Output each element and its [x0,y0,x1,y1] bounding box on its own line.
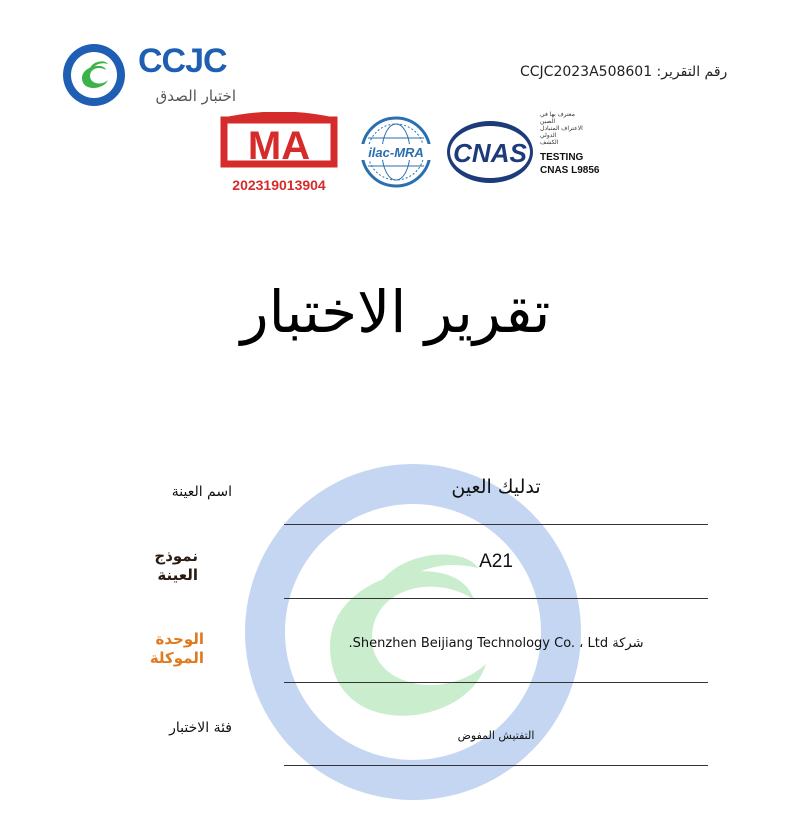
watermark-logo [238,450,588,809]
field-label-test-category: فئة الاختبار [169,720,232,736]
cnas-logo [444,118,536,186]
ma-number: 202319013904 [232,177,326,193]
brand-name-arabic: اختبار الصدق [155,87,236,105]
ma-certification-logo [218,112,340,196]
cnas-mark-text: CNAS [453,138,527,168]
field-value-test-category: التفتيش المفوض [457,729,535,742]
cnas-mark-icon [444,118,536,186]
cnas-small-line: الدولي [540,133,557,139]
field-label-sample-model: نموذج العينة [154,547,198,584]
cnas-small-line: الاعتراف المتبادل [540,126,583,132]
field-value-client-unit: شركة Shenzhen Beijiang Technology Co. ، Ltd. [348,636,644,651]
field-label-client-unit: الوحدة الموكلة [149,630,204,667]
report-number: رقم التقرير: CCJC2023A508601 [520,64,728,80]
cnas-accreditation-text [540,112,630,190]
brand-logo [60,38,270,112]
page-title: تقرير الاختبار [240,278,551,346]
ilac-mra-logo [356,114,436,190]
ilac-mark-text: ilac-MRA [368,145,424,160]
field-value-sample-model: A21 [479,551,513,572]
ilac-globe-icon [356,114,436,190]
ccjc-emblem-icon [60,38,270,112]
cnas-small-line: الكشف [540,140,559,146]
brand-name-latin: CCJC [138,42,227,80]
field-underline [284,598,708,599]
ma-mark-icon [218,112,340,196]
ccjc-watermark-icon [238,450,588,809]
field-value-sample-name: تدليك العين [451,476,541,498]
field-label-sample-name: اسم العينة [171,484,232,500]
field-underline [284,682,708,683]
field-underline [284,765,708,766]
cnas-small-line: معترف بها في [540,112,575,118]
ma-mark-text: MA [247,124,311,168]
cnas-testing: TESTING [540,152,584,163]
cnas-small-line: الصين [540,119,556,125]
cnas-code: CNAS L9856 [540,165,600,176]
field-underline [284,524,708,525]
